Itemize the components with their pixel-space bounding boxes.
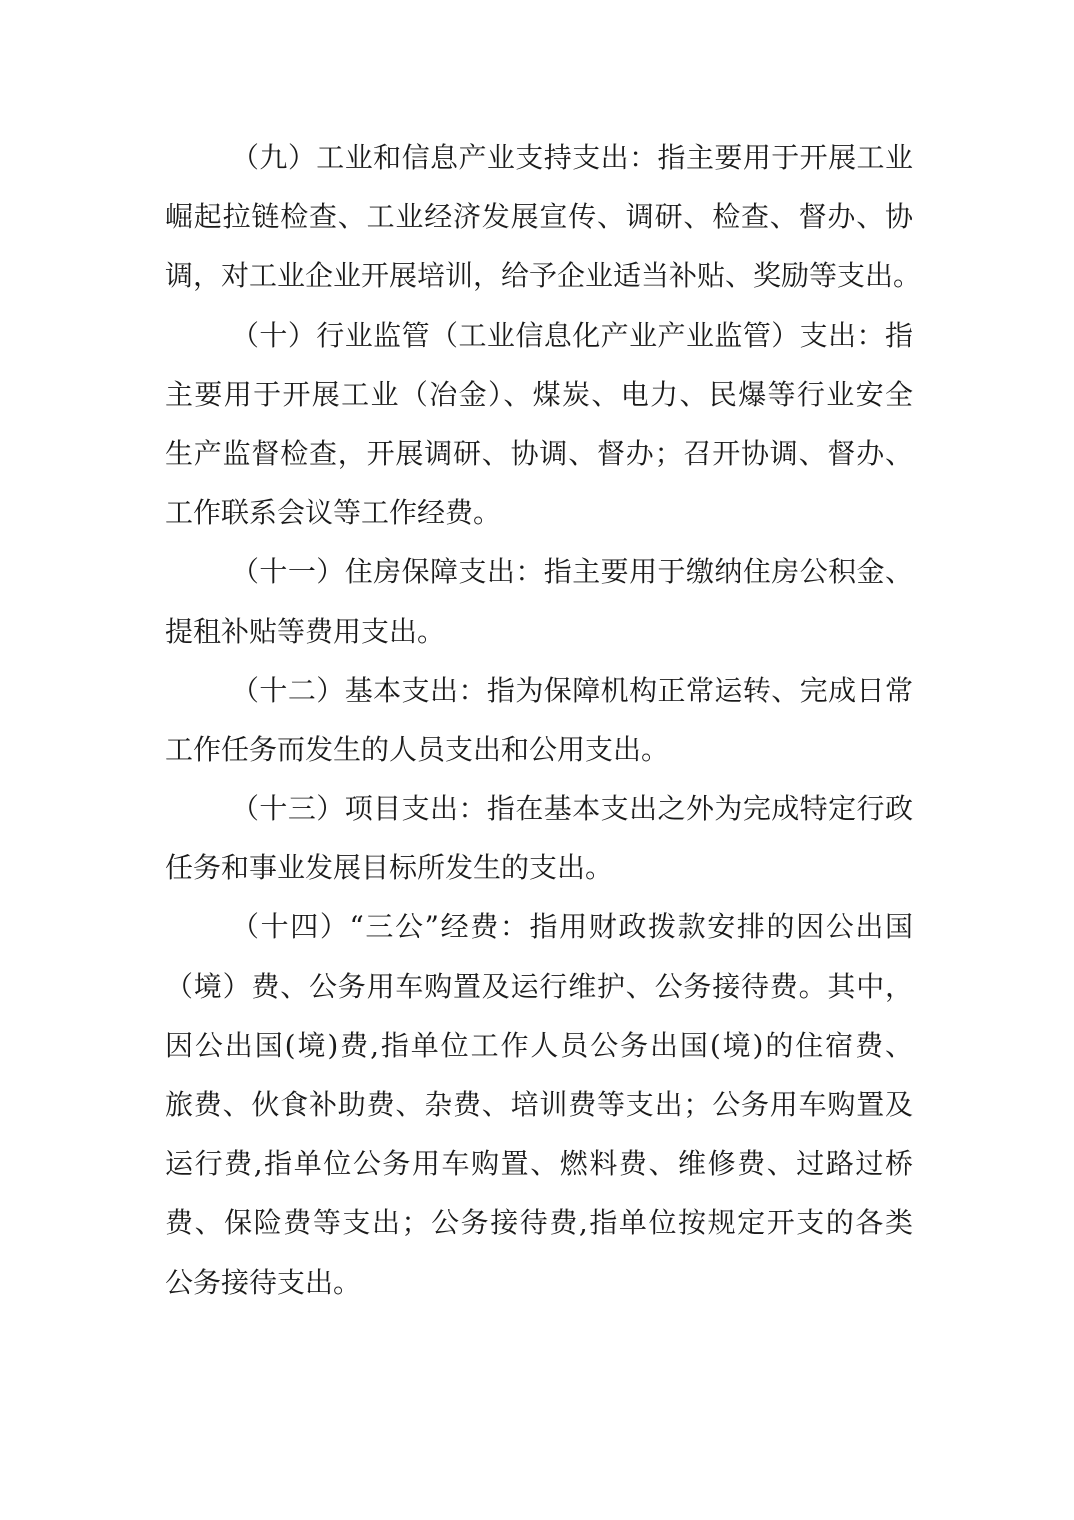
paragraph-line: （十三）项目支出：指在基本支出之外为完成特定行政: [231, 792, 913, 826]
paragraph-line: 因公出国(境)费,指单位工作人员公务出国(境)的住宿费、: [165, 1028, 913, 1062]
paragraph-line: 公务接待支出。: [165, 1265, 362, 1299]
paragraph-14: [165, 897, 913, 1311]
document-body: [165, 128, 922, 1312]
paragraph-line: 主要用于开展工业（冶金）、煤炭、电力、民爆等行业安全: [165, 377, 913, 411]
paragraph-line: （十二）基本支出：指为保障机构正常运转、完成日常: [231, 673, 913, 707]
paragraph-line: （十四）“三公”经费：指用财政拨款安排的因公出国: [231, 910, 913, 944]
paragraph-line: 工作联系会议等工作经费。: [165, 496, 502, 530]
paragraph-line: （十）行业监管（工业信息化产业产业监管）支出：指: [231, 318, 913, 352]
paragraph-12: [165, 661, 913, 779]
paragraph-line: 运行费,指单位公务用车购置、燃料费、维修费、过路过桥: [165, 1147, 913, 1181]
paragraph-10: [165, 306, 913, 543]
paragraph-line: 费、保险费等支出；公务接待费,指单位按规定开支的各类: [165, 1206, 913, 1240]
paragraph-9: [165, 128, 922, 306]
paragraph-line: 旅费、伙食补助费、杂费、培训费等支出；公务用车购置及: [165, 1088, 913, 1121]
paragraph-line: （九）工业和信息产业支持支出：指主要用于开展工业: [231, 141, 913, 174]
paragraph-13: [165, 779, 913, 897]
paragraph-line: 崛起拉链检查、工业经济发展宣传、调研、检查、督办、协: [165, 200, 913, 234]
paragraph-11: [165, 542, 913, 660]
paragraph-line: 生产监督检查，开展调研、协调、督办；召开协调、督办、: [165, 436, 913, 470]
paragraph-line: 任务和事业发展目标所发生的支出。: [165, 851, 614, 885]
paragraph-line: 提租补贴等费用支出。: [165, 614, 446, 648]
paragraph-line: （十一）住房保障支出：指主要用于缴纳住房公积金、: [231, 555, 913, 589]
paragraph-line: 调，对工业企业开展培训，给予企业适当补贴、奖励等支出。: [165, 259, 922, 293]
paragraph-line: 工作任务而发生的人员支出和公用支出。: [165, 732, 670, 766]
paragraph-line: （境）费、公务用车购置及运行维护、公务接待费。其中，: [165, 969, 913, 1003]
